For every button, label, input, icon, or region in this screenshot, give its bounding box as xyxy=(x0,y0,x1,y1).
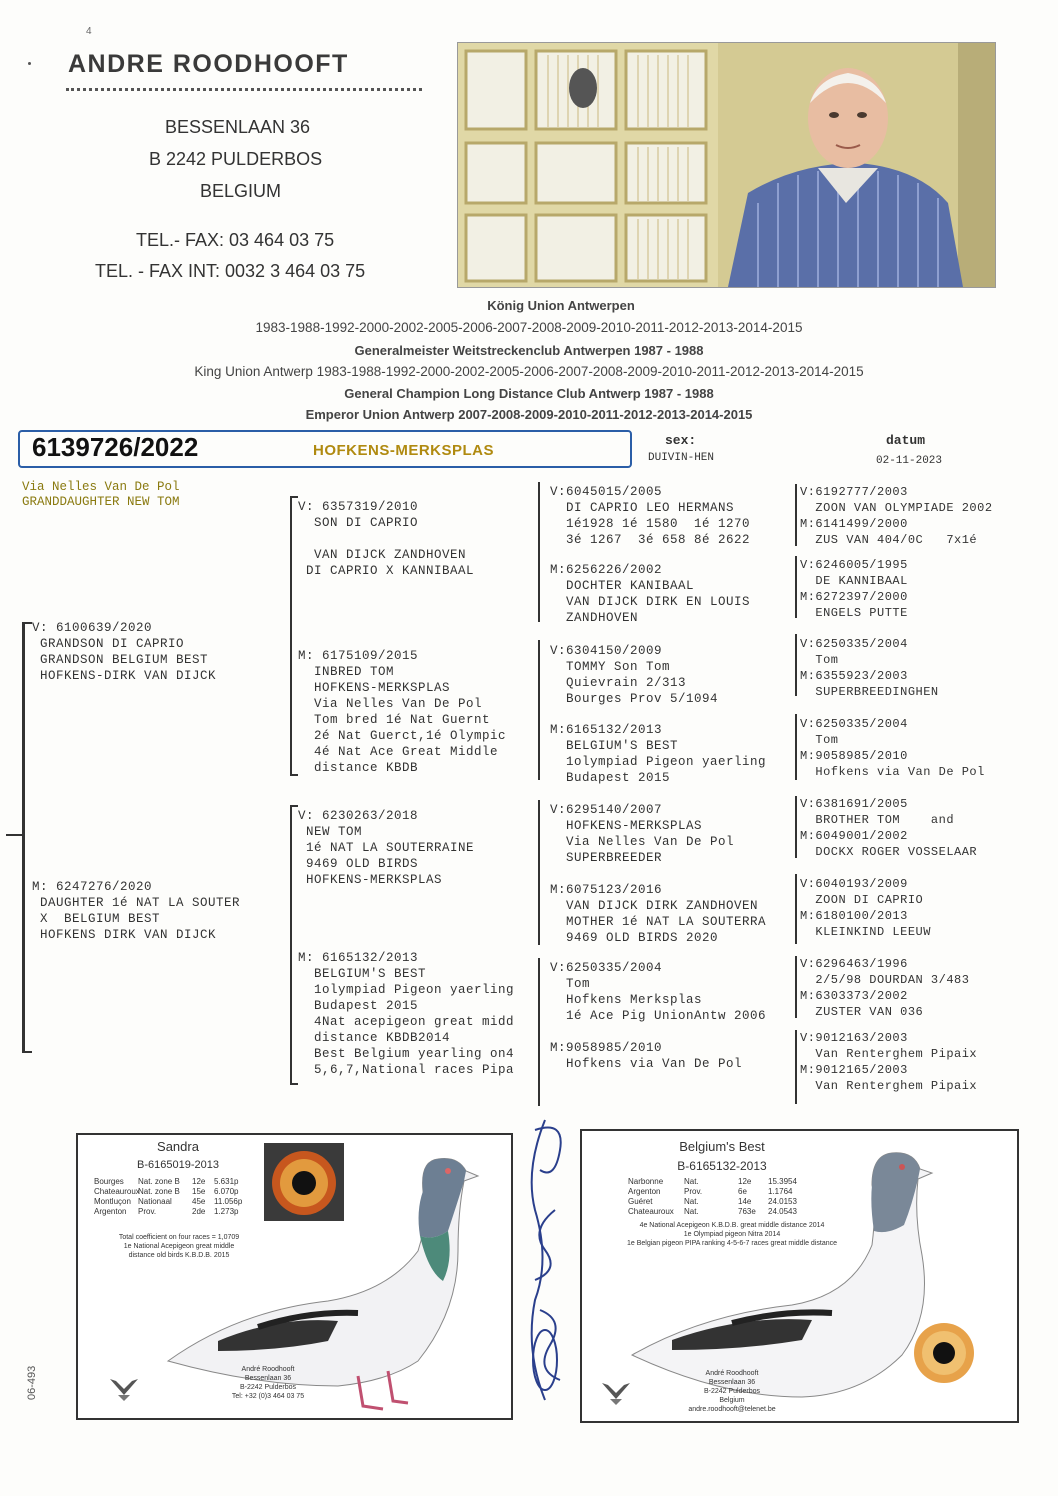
dam-dam-entry: M: 6165132/2013 BELGIUM'S BEST 1olympiad Pigeon yaerling Budapest 2015 4Nat acepigeon great midd distance KBDB2014 Best Belgium yearling on4 5,6,7,National races Pipa xyxy=(298,951,515,1077)
logo-icon xyxy=(598,1377,634,1407)
address-country: BELGIUM xyxy=(200,181,282,201)
gen2-lower-tick-top xyxy=(290,805,298,807)
handwritten-signature xyxy=(505,1110,585,1410)
ring-number: 6139726/2022 xyxy=(32,432,199,462)
card-note-2: 1e Olympiad pigeon Nitra 2014 xyxy=(683,1231,781,1238)
gen2-lower-tick-bottom xyxy=(290,1083,298,1085)
gen3-bracket-2 xyxy=(538,640,540,780)
sire-dam-entry: M: 6175109/2015 INBRED TOM HOFKENS-MERKSPLAS Via Nelles Van De Pol Tom bred 1é Nat Guernt 2é Nat Guerct,1é Olympic 4é Nat Ace Great Middle distance KBDB xyxy=(298,649,507,775)
gen4-bracket-4 xyxy=(795,714,797,780)
card-footer-1: André Roodhooft xyxy=(705,1370,759,1377)
dam-entry: M: 6247276/2020 DAUGHTER 1é NAT LA SOUTER X BELGIUM BEST HOFKENS DIRK VAN DIJCK xyxy=(32,880,241,942)
gen4-bracket-1 xyxy=(795,484,797,546)
card-title: Belgium's Best xyxy=(679,1139,765,1154)
gen4-bracket-2 xyxy=(795,556,797,618)
sex-label: sex: xyxy=(665,433,697,448)
gen4-entry-8: V:9012163/2003 Van Renterghem Pipaix M:9012165/2003 Van Renterghem Pipaix xyxy=(800,1031,978,1093)
gen4-entry-7: V:6296463/1996 2/5/98 DOURDAN 3/483 M:6303373/2002 ZUSTER VAN 036 xyxy=(800,957,970,1019)
result-row: Argenton Prov. 2de 1.273p xyxy=(94,1207,239,1216)
gen4-entry-6: V:6040193/2009 ZOON DI CAPRIO M:6180100/2013 KLEINKIND LEEUW xyxy=(800,877,931,939)
card-ring: B-6165019-2013 xyxy=(137,1159,219,1171)
title-konig-years: 1983-1988-1992-2000-2002-2005-2006-2007-2008-2009-2010-2011-2012-2013-2014-2015 xyxy=(255,320,803,335)
gen3-entry-8: M:9058985/2010 Hofkens via Van De Pol xyxy=(550,1041,743,1071)
gen4-bracket-5 xyxy=(795,796,797,858)
telephone: TEL.- FAX: 03 464 03 75 xyxy=(136,230,335,250)
gen4-bracket-6 xyxy=(795,874,797,944)
card-footer-1: André Roodhooft xyxy=(241,1366,295,1373)
page-mark: 4 xyxy=(86,26,92,37)
dot-mark xyxy=(28,62,31,65)
name-underline xyxy=(66,88,422,91)
card-note-2: 1e National Acepigeon great middle xyxy=(123,1243,235,1250)
date-label: datum xyxy=(886,433,926,448)
card-footer-5: andre.roodhooft@telenet.be xyxy=(688,1406,776,1413)
side-mark: 06-493 xyxy=(26,1365,38,1400)
card-title: Sandra xyxy=(157,1139,199,1154)
gen2-lower-bracket xyxy=(290,805,292,1083)
card-ring: B-6165132-2013 xyxy=(677,1159,767,1173)
result-row: Bourges Nat. zone B 12e 5.631p xyxy=(94,1177,239,1186)
gen4-entry-5: V:6381691/2005 BROTHER TOM and M:6049001/2002 DOCKX ROGER VOSSELAAR xyxy=(800,797,978,859)
gen3-entry-1: V:6045015/2005 DI CAPRIO LEO HERMANS 1é1928 1é 1580 1é 1270 3é 1267 3é 658 8é 2622 xyxy=(550,485,751,547)
result-row: Narbonne Nat. 12e 15.3954 xyxy=(628,1177,797,1186)
gen3-entry-7: V:6250335/2004 Tom Hofkens Merksplas 1é Ace Pig UnionAntw 2006 xyxy=(550,961,767,1023)
gen3-entry-3: V:6304150/2009 TOMMY Son Tom Quievrain 2/313 Bourges Prov 5/1094 xyxy=(550,644,719,706)
note-via: Via Nelles Van De Pol xyxy=(22,480,180,494)
result-row: Montluçon Nationaal 45e 11.056p xyxy=(94,1197,243,1206)
result-row: Guéret Nat. 14e 24.0153 xyxy=(628,1197,797,1206)
breeder-label: HOFKENS-MERKSPLAS xyxy=(313,442,495,459)
sire-bracket-tick xyxy=(22,622,32,624)
photo-card-belgiums-best xyxy=(580,1129,1019,1423)
card-footer-3: B-2242 Pulderbos xyxy=(239,1384,297,1391)
sex-value: DUIVIN-HEN xyxy=(648,452,715,464)
card-note-3: distance old birds K.B.D.B. 2015 xyxy=(128,1252,230,1259)
gen2-upper-tick-bottom xyxy=(290,774,298,776)
gen4-entry-1: V:6192777/2003 ZOON VAN OLYMPIADE 2002 M:6141499/2000 ZUS VAN 404/0C 7x1é xyxy=(800,485,993,547)
gen2-upper-bracket xyxy=(290,496,292,774)
gen3-bracket-3 xyxy=(538,800,540,945)
gen3-entry-4: M:6165132/2013 BELGIUM'S BEST 1olympiad Pigeon yaerling Budapest 2015 xyxy=(550,723,767,785)
gen4-entry-3: V:6250335/2004 Tom M:6355923/2003 SUPERBREEDINGHEN xyxy=(800,637,939,699)
gen4-bracket-8 xyxy=(795,1030,797,1104)
card-note-1: 4e National Acepigeon K.B.D.B. great middle distance 2014 xyxy=(639,1222,825,1229)
gen2-upper-tick-top xyxy=(290,496,298,498)
eye-closeup xyxy=(912,1321,976,1385)
card-footer-4: Belgium xyxy=(719,1397,745,1404)
card-note-1: Total coefficient on four races = 1,0709 xyxy=(118,1234,240,1241)
result-row: Argenton Prov. 6e 1.1764 xyxy=(628,1187,793,1196)
gen4-entry-4: V:6250335/2004 Tom M:9058985/2010 Hofkens via Van De Pol xyxy=(800,717,985,779)
card-note-3: 1e Belgian pigeon PIPA ranking 4-5-6-7 races great middle distance xyxy=(627,1240,837,1247)
gen3-bracket-4 xyxy=(538,958,540,1106)
telephone-international: TEL. - FAX INT: 0032 3 464 03 75 xyxy=(95,261,366,281)
result-row: Chateauroux Nat. 763e 24.0543 xyxy=(628,1207,797,1216)
dam-bracket-tick xyxy=(22,1051,32,1053)
card-footer-3: B-2242 Pulderbos xyxy=(703,1388,761,1395)
title-konig-union: König Union Antwerpen xyxy=(487,298,635,313)
gen4-bracket-7 xyxy=(795,956,797,1018)
gen3-entry-6: M:6075123/2016 VAN DIJCK DIRK ZANDHOVEN MOTHER 1é NAT LA SOUTERRA 9469 OLD BIRDS 2020 xyxy=(550,883,767,945)
result-row: ChateaurouxNat. zone B 15e 6.070p xyxy=(94,1187,239,1196)
title-king-union: King Union Antwerp 1983-1988-1992-2000-2002-2005-2006-2007-2008-2009-2010-2011-2012-2013-2014-2015 xyxy=(194,364,864,379)
gen3-bracket-1 xyxy=(538,482,540,622)
address-street: BESSENLAAN 36 xyxy=(165,117,311,137)
gen3-entry-5: V:6295140/2007 HOFKENS-MERKSPLAS Via Nelles Van De Pol SUPERBREEDER xyxy=(550,803,735,865)
logo-icon xyxy=(106,1373,142,1403)
gen3-entry-2: M:6256226/2002 DOCHTER KANIBAAL VAN DIJCK DIRK EN LOUIS ZANDHOVEN xyxy=(550,563,751,625)
card-footer-2: Bessenlaan 36 xyxy=(708,1379,756,1386)
sire-sire-entry: V: 6357319/2010 SON DI CAPRIO VAN DIJCK ZANDHOVEN DI CAPRIO X KANNIBAAL xyxy=(298,500,475,578)
breeder-photo xyxy=(457,42,996,288)
root-connector xyxy=(6,834,24,836)
gen4-entry-2: V:6246005/1995 DE KANNIBAAL M:6272397/2000 ENGELS PUTTE xyxy=(800,558,908,620)
root-bracket xyxy=(22,622,25,1052)
sire-entry: V: 6100639/2020 GRANDSON DI CAPRIO GRANDSON BELGIUM BEST HOFKENS-DIRK VAN DIJCK xyxy=(32,621,217,683)
address-city: B 2242 PULDERBOS xyxy=(149,149,323,169)
title-general-champion: General Champion Long Distance Club Antwerp 1987 - 1988 xyxy=(344,386,714,401)
title-emperor-union: Emperor Union Antwerp 2007-2008-2009-2010-2011-2012-2013-2014-2015 xyxy=(305,407,753,422)
photo-card-sandra xyxy=(76,1133,513,1420)
gen4-bracket-3 xyxy=(795,634,797,696)
breeder-name: ANDRE ROODHOOFT xyxy=(68,50,349,78)
title-generalmeister: Generalmeister Weitstreckenclub Antwerpen 1987 - 1988 xyxy=(354,343,704,358)
note-granddaughter: GRANDDAUGHTER NEW TOM xyxy=(22,495,180,509)
dam-sire-entry: V: 6230263/2018 NEW TOM 1é NAT LA SOUTERRAINE 9469 OLD BIRDS HOFKENS-MERKSPLAS xyxy=(298,809,475,887)
card-footer-4: Tel: +32 (0)3 464 03 75 xyxy=(231,1393,305,1400)
date-value: 02-11-2023 xyxy=(876,455,943,467)
card-footer-2: Bessenlaan 36 xyxy=(244,1375,292,1382)
